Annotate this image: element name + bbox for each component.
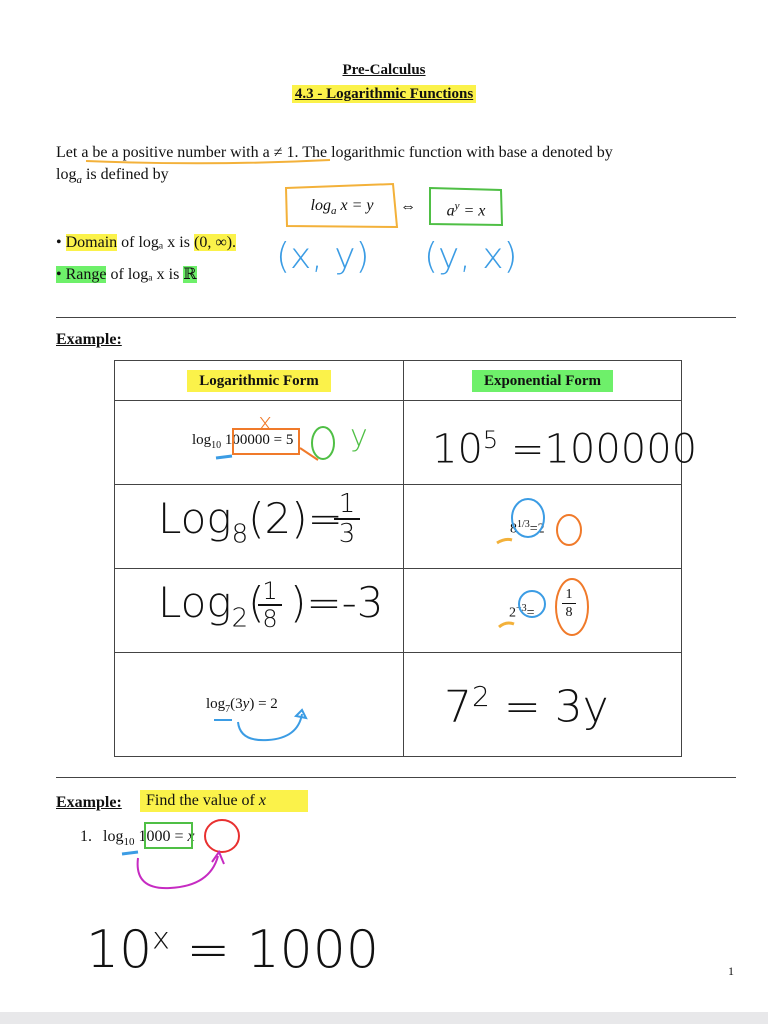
divider-2	[56, 777, 736, 778]
example2-equation: $\log_{10} 1000 = x$	[103, 828, 195, 849]
domain-label: Domain	[65, 234, 118, 251]
header-exp-form	[404, 361, 682, 401]
exp-definition-box: $a^y = x$	[446, 200, 486, 220]
page-number: 1	[728, 964, 734, 978]
row1-log-typed: $\log_{10} 100000 = 5$	[192, 432, 294, 451]
range-value: ℝ	[183, 266, 197, 283]
definition-line2: $\log_a$ is defined by	[56, 166, 169, 187]
row2-fraction-hand: 1 3	[334, 490, 360, 548]
section-title: 4.3 - Logarithmic Functions	[292, 85, 476, 103]
section-title-wrap	[0, 85, 768, 103]
row2-log-handwritten: Log$_8$(2)=	[158, 494, 343, 550]
svg-text:y: y	[350, 419, 368, 454]
domain-text: of logₐ x is	[117, 234, 194, 251]
header-exp-label: Exponential Form	[472, 370, 613, 392]
svg-text:x: x	[258, 408, 273, 436]
definition-line1: Let a be a positive number with a ≠ 1. The logarithmic function with base a denoted by	[56, 144, 613, 161]
bottom-bar	[0, 1012, 768, 1024]
row2-exp-typed: $8^{1/3}=2$	[510, 519, 545, 537]
divider-1	[56, 317, 736, 318]
svg-text:(x, y): (x, y)	[276, 236, 370, 277]
row3-exp-typed: $2^{-3}=$	[509, 603, 535, 621]
row3-log-rest: )=-3	[290, 578, 384, 627]
range-bullet: • Range of logₐ x is ℝ	[56, 266, 197, 283]
header-log-form	[115, 361, 404, 401]
row3-log-handwritten: Log$_2$(	[158, 578, 265, 634]
row4-exp-handwritten: $7^2 = 3y$	[444, 680, 609, 733]
svg-text:(y, x): (y, x)	[424, 236, 518, 277]
example2-prompt: Find the value of x	[140, 790, 308, 812]
row3-fraction-hand: 1 8	[258, 578, 282, 632]
iff-symbol: ⇔	[400, 198, 416, 215]
range-text: of logₐ x is	[106, 266, 184, 283]
item-number: 1.	[80, 828, 92, 845]
header-log-label: Logarithmic Form	[187, 370, 331, 392]
range-label: Range	[65, 266, 107, 283]
example2-work: $10^x = 1000$	[86, 920, 379, 980]
domain-bullet: • Domain of logₐ x is (0, ∞).	[56, 234, 237, 251]
row4-log-typed: $\log_7(3y) = 2$	[206, 696, 278, 715]
row3-fraction: 1 8	[562, 586, 576, 621]
log-definition-box: $\log_a x = y$	[310, 197, 374, 218]
example-label-1: Example:	[56, 331, 122, 348]
example-label-2: Example:	[56, 794, 122, 811]
row1-exp-handwritten: $10^5 =100000$	[432, 426, 698, 473]
course-title: Pre-Calculus	[342, 62, 426, 78]
domain-value: (0, ∞).	[193, 234, 237, 251]
